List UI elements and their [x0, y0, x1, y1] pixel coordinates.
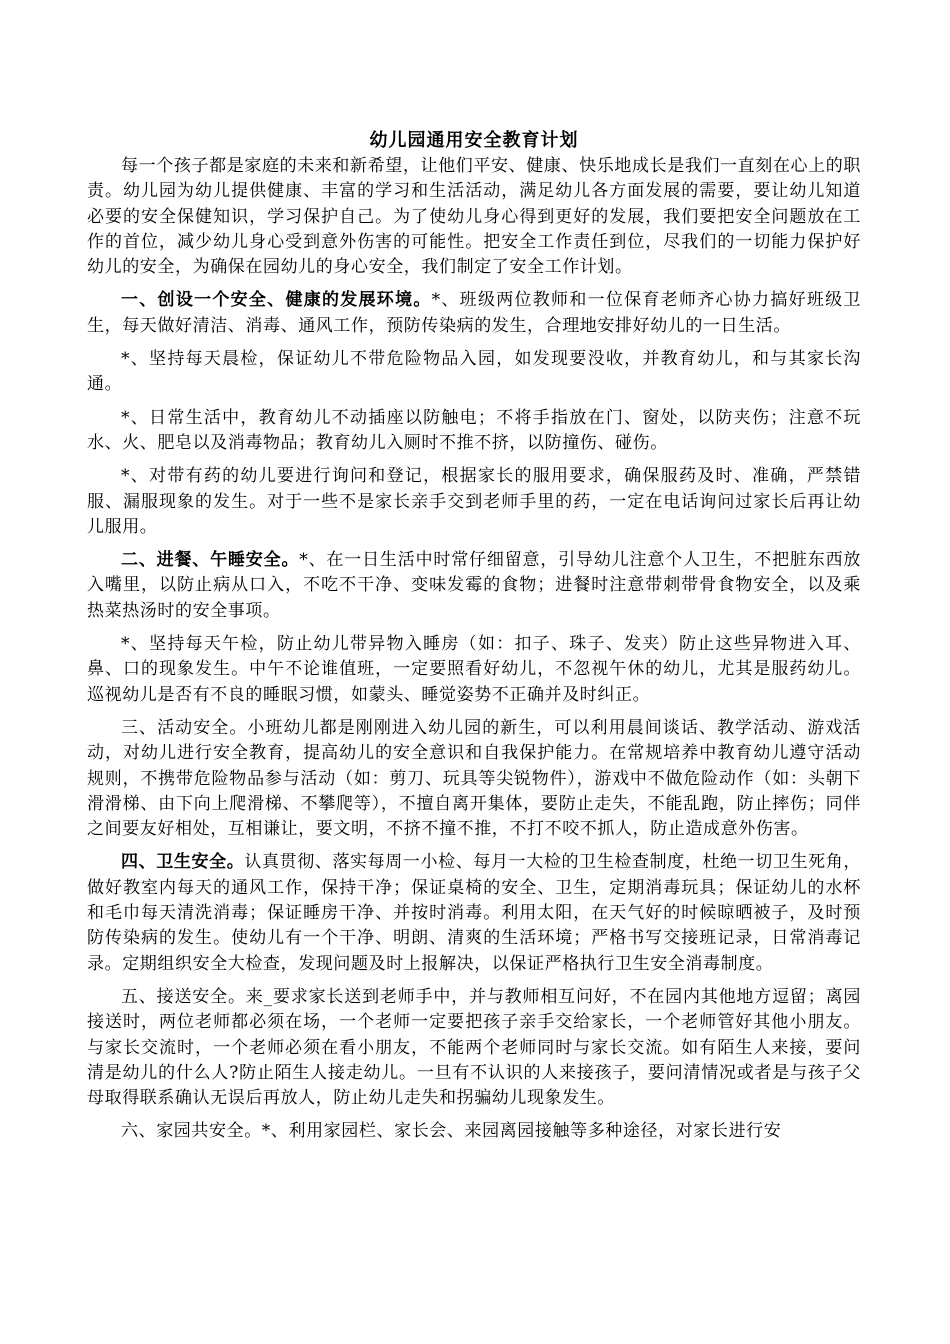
paragraph-section-4 — [87, 850, 861, 976]
paragraph-item — [87, 347, 861, 398]
paragraph-intro — [87, 154, 861, 280]
paragraph-text: *、在一日生活中时常仔细留意，引导幼儿注意个人卫生，不把脏东西放入嘴里，以防止病从口入，不吃不干净、变味发霉的食物；进餐时注意带刺带骨食物安全，以及乘热菜热汤时的安全事项。 — [87, 550, 862, 621]
paragraph-section-3 — [87, 716, 861, 842]
paragraph-item — [87, 406, 861, 457]
paragraph-section-6 — [87, 1119, 861, 1144]
paragraph-text: 认真贯彻、落实每周一小检、每月一大检的卫生检查制度，杜绝一切卫生死角，做好教室内每天的通风工作，保持干净；保证桌椅的安全、卫生，定期消毒玩具；保证幼儿的水杯和毛巾每天清洗消毒；保证睡房干净、并按时消毒。利用太阳，在天气好的时候晾晒被子，及时预防传染病的发生。使幼儿有一个干净、明朗、清爽的生活环境；严格书写交接班记录，日常消毒记录。定期组织安全大检查，发现问题及时上报解决，以保证严格执行卫生安全消毒制度。 — [87, 852, 862, 974]
section-heading: 一、创设一个安全、健康的发展环境。 — [121, 290, 432, 311]
paragraph-item — [87, 464, 861, 540]
paragraph-section-5 — [87, 985, 861, 1111]
section-heading: 二、进餐、午睡安全。 — [121, 550, 300, 571]
paragraph-text: *、日常生活中，教育幼儿不动插座以防触电；不将手指放在门、窗处，以防夹伤；注意不玩水、火、肥皂以及消毒物品；教育幼儿入厕时不推不挤，以防撞伤、碰伤。 — [87, 407, 861, 453]
paragraph-section-2 — [87, 548, 861, 624]
paragraph-text: 每一个孩子都是家庭的未来和新希望，让他们平安、健康、快乐地成长是我们一直刻在心上的职责。幼儿园为幼儿提供健康、丰富的学习和生活活动，满足幼儿各方面发展的需要，要让幼儿知道必要的安全保健知识，学习保护自己。为了使幼儿身心得到更好的发展，我们要把安全问题放在工作的首位，减少幼儿身心受到意外伤害的可能性。把安全工作责任到位，尽我们的一切能力保护好幼儿的安全，为确保在园幼儿的身心安全，我们制定了安全工作计划。 — [87, 156, 861, 278]
paragraph-text: *、对带有药的幼儿要进行询问和登记，根据家长的服用要求，确保服药及时、准确，严禁错服、漏服现象的发生。对于一些不是家长亲手交到老师手里的药，一定在电话询问过家长后再让幼儿服用。 — [87, 466, 861, 537]
paragraph-text: 三、活动安全。小班幼儿都是刚刚进入幼儿园的新生，可以利用晨间谈话、教学活动、游戏活动，对幼儿进行安全教育，提高幼儿的安全意识和自我保护能力。在常规培养中教育幼儿遵守活动规则，不携带危险物品参与活动（如：剪刀、玩具等尖锐物件），游戏中不做危险动作（如：头朝下滑滑梯、由下向上爬滑梯、不攀爬等），不擅自离开集体，要防止走失，不能乱跑，防止摔伤；同伴之间要友好相处，互相谦让，要文明，不挤不撞不推，不打不咬不抓人，防止造成意外伤害。 — [87, 717, 861, 840]
paragraph-text: *、班级两位教师和一位保育老师齐心协力搞好班级卫生，每天做好清洁、消毒、通风工作，预防传染病的发生，合理地安排好幼儿的一日生活。 — [87, 290, 862, 336]
paragraph-section-1 — [87, 288, 861, 339]
paragraph-text: 五、接送安全。来_要求家长送到老师手中，并与教师相互问好，不在园内其他地方逗留；离园接送时，两位老师都必须在场，一个老师一定要把孩子亲手交给家长，一个老师管好其他小朋友。与家长交流时，一个老师必须在看小朋友，不能两个老师同时与家长交流。如有陌生人来接，要问清是幼儿的什么人?防止陌生人接走幼儿。一旦有不认识的人来接孩子，要问清情况或者是与孩子父母取得联系确认无误后再放人，防止幼儿走失和拐骗幼儿现象发生。 — [87, 986, 861, 1109]
paragraph-text: *、坚持每天午检，防止幼儿带异物入睡房（如：扣子、珠子、发夹）防止这些异物进入耳、鼻、口的现象发生。中午不论谁值班，一定要照看好幼儿，不忽视午休的幼儿，尤其是服药幼儿。巡视幼儿是否有不良的睡眠习惯，如蒙头、睡觉姿势不正确并及时纠正。 — [87, 634, 861, 705]
document-page — [87, 128, 861, 1153]
paragraph-text: 六、家园共安全。*、利用家园栏、家长会、来园离园接触等多种途径，对家长进行安 — [121, 1121, 782, 1142]
document-title: 幼儿园通用安全教育计划 — [369, 130, 579, 151]
paragraph-text: *、坚持每天晨检，保证幼儿不带危险物品入园，如发现要没收，并教育幼儿，和与其家长沟通。 — [87, 349, 861, 395]
section-heading: 四、卫生安全。 — [121, 852, 245, 873]
paragraph-item — [87, 632, 861, 708]
